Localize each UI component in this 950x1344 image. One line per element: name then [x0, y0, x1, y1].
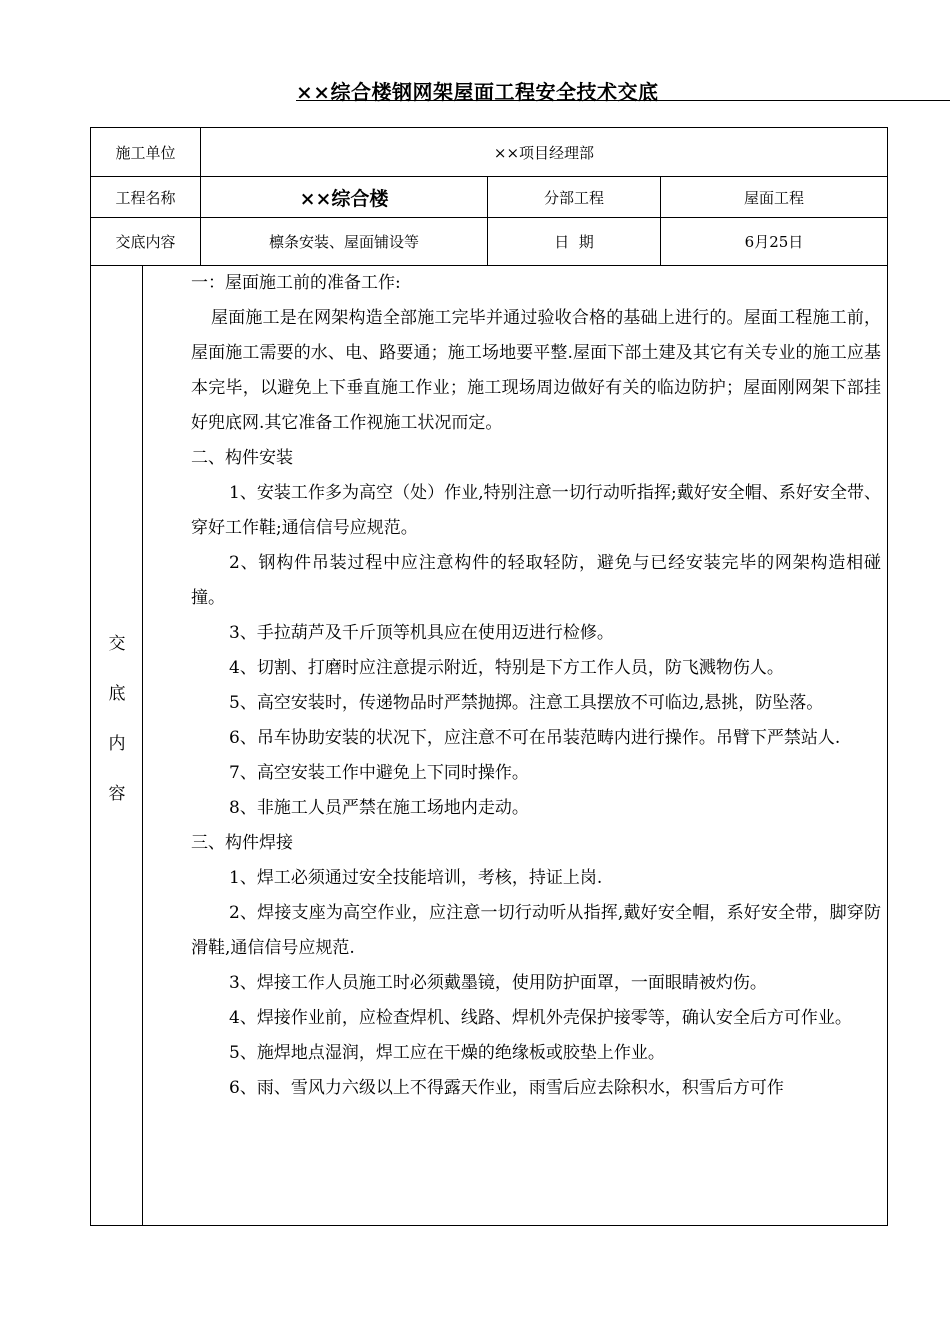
project-value: ××综合楼: [299, 187, 389, 210]
unit-label: 施工单位: [115, 143, 176, 162]
list-item: 6、雨、雪风力六级以上不得露天作业，雨雪后应去除积水，积雪后方可作: [229, 1078, 784, 1098]
project-label: 工程名称: [115, 188, 176, 207]
list-item: 2、焊接支座为高空作业，应注意一切行动听从指挥,戴好安全帽，系好安全带，脚穿防滑鞋,通信信号应规范.: [191, 903, 881, 958]
content-value: 檩条安装、屋面铺设等: [268, 233, 419, 251]
list-item: 6、吊车协助安装的状况下，应注意不可在吊装范畴内进行操作。吊臂下严禁站人.: [229, 728, 841, 748]
list-item: 5、高空安装时，传递物品时严禁抛掷。注意工具摆放不可临边,悬挑，防坠落。: [229, 693, 824, 713]
title-underline: [296, 100, 950, 101]
paragraph: 屋面施工是在网架构造全部施工完毕并通过验收合格的基础上进行的。屋面工程施工前，屋面施工需要的水、电、路要通；施工场地要平整.屋面下部土建及其它有关专业的施工应基本完毕，以避免上下垂直施工作业；施工现场周边做好有关的临边防护；屋面刚网架下部挂好兜底网.其它准备工作视施工状况而定。: [191, 308, 881, 433]
section-heading: 三、构件焊接: [191, 833, 293, 853]
unit-value: ××项目经理部: [493, 143, 595, 162]
sub-project-label: 分部工程: [543, 188, 604, 207]
list-item: 5、施焊地点湿润，焊工应在干燥的绝缘板或胶垫上作业。: [229, 1043, 665, 1063]
section-heading: 二、构件安装: [191, 448, 293, 468]
date-label: 日 期: [554, 233, 594, 251]
side-label-char: 底: [108, 684, 126, 704]
list-item: 3、焊接工作人员施工时必须戴墨镜，使用防护面罩，一面眼睛被灼伤。: [229, 973, 767, 993]
list-item: 7、高空安装工作中避免上下同时操作。: [229, 763, 529, 783]
list-item: 1、焊工必须通过安全技能培训，考核，持证上岗.: [229, 868, 603, 888]
document-title: ××综合楼钢网架屋面工程安全技术交底: [296, 80, 659, 104]
list-item: 3、手拉葫芦及千斤顶等机具应在使用迈进行检修。: [229, 623, 614, 643]
section-heading: 一：屋面施工前的准备工作:: [191, 273, 401, 293]
list-item: 8、非施工人员严禁在施工场地内走动。: [229, 798, 529, 818]
list-item: 1、安装工作多为高空（处）作业,特别注意一切行动听指挥;戴好安全帽、系好安全带、穿好工作鞋;通信信号应规范。: [191, 483, 881, 538]
list-item: 2、钢构件吊装过程中应注意构件的轻取轻防，避免与已经安装完毕的网架构造相碰撞。: [191, 553, 881, 608]
side-label-vertical: [91, 630, 143, 830]
side-label-char: 交: [108, 634, 126, 654]
briefing-content: [191, 266, 881, 1106]
document-title-block: [0, 76, 950, 104]
side-label-char: 内: [108, 734, 126, 754]
side-label-char: 容: [108, 784, 126, 804]
sub-project-value: 屋面工程: [743, 188, 804, 207]
content-label: 交底内容: [115, 233, 176, 251]
list-item: 4、焊接作业前，应检查焊机、线路、焊机外壳保护接零等，确认安全后方可作业。: [229, 1008, 852, 1028]
date-value: 6月25日: [744, 233, 804, 251]
list-item: 4、切割、打磨时应注意提示附近，特别是下方工作人员，防飞溅物伤人。: [229, 658, 784, 678]
